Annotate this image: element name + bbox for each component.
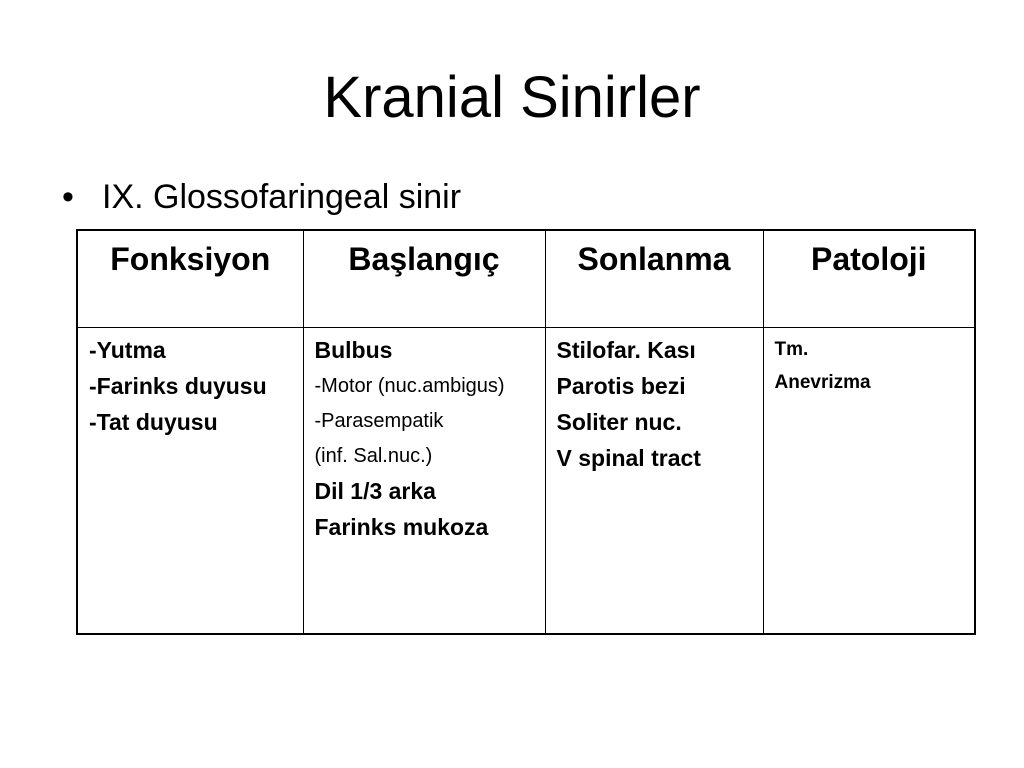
cranial-nerve-table <box>76 229 976 635</box>
cell-baslangic <box>303 327 545 634</box>
header-sonlanma: Sonlanma <box>545 230 763 327</box>
baslangic-item: Bulbus <box>314 336 393 363</box>
fonksiyon-item: -Farinks duyusu <box>89 372 267 399</box>
cell-sonlanma <box>545 327 763 634</box>
sonlanma-item: Soliter nuc. <box>556 408 682 435</box>
sonlanma-item: V spinal tract <box>556 444 701 471</box>
patoloji-item: Tm. <box>774 338 809 360</box>
baslangic-item: Dil 1/3 arka <box>314 477 436 504</box>
slide-title: Kranial Sinirler <box>323 65 701 130</box>
sonlanma-item: Stilofar. Kası <box>556 336 696 363</box>
bullet-dot-icon: • <box>62 178 74 216</box>
bullet-item <box>62 176 461 218</box>
baslangic-item: -Motor (nuc.ambigus) <box>314 374 505 397</box>
cell-fonksiyon <box>77 327 303 634</box>
bullet-text: IX. Glossofaringeal sinir <box>102 178 462 216</box>
header-patoloji: Patoloji <box>763 230 975 327</box>
baslangic-item: Farinks mukoza <box>314 513 489 540</box>
patoloji-item: Anevrizma <box>774 371 871 393</box>
fonksiyon-item: -Tat duyusu <box>89 408 218 435</box>
table-header-row <box>77 230 975 327</box>
cell-patoloji <box>763 327 975 634</box>
sonlanma-item: Parotis bezi <box>556 372 686 399</box>
header-fonksiyon: Fonksiyon <box>77 230 303 327</box>
baslangic-item: -Parasempatik <box>314 409 444 432</box>
table-row <box>77 327 975 634</box>
baslangic-item: (inf. Sal.nuc.) <box>314 444 433 467</box>
header-baslangic: Başlangıç <box>303 230 545 327</box>
fonksiyon-item: -Yutma <box>89 336 166 363</box>
